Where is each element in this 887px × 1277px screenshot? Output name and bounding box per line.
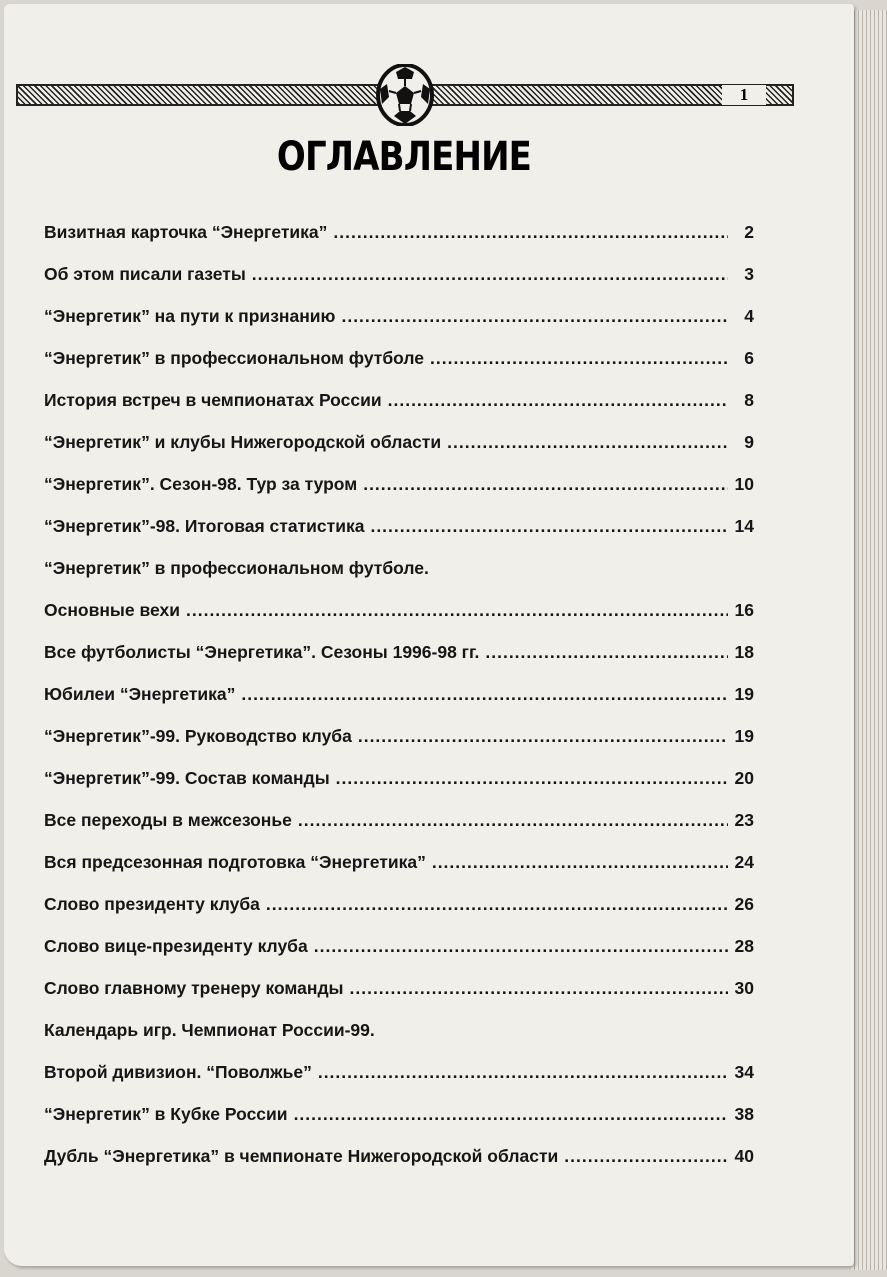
toc-entry-page: 4 bbox=[744, 306, 754, 326]
toc-entry bbox=[44, 1062, 754, 1104]
toc-entry bbox=[44, 558, 754, 600]
toc-entry-page: 16 bbox=[734, 600, 754, 620]
toc-entry-label: Об этом писали газеты bbox=[44, 264, 246, 284]
leader-dots bbox=[298, 810, 728, 831]
toc-entry bbox=[44, 894, 754, 936]
toc-entry bbox=[44, 516, 754, 558]
leader-dots bbox=[318, 1062, 728, 1083]
toc-entry-page: 14 bbox=[734, 516, 754, 536]
toc-entry bbox=[44, 810, 754, 852]
toc-entry-page: 18 bbox=[734, 642, 754, 662]
toc-entry-label: “Энергетик”. Сезон-98. Тур за туром bbox=[44, 474, 358, 494]
toc-entry-label: “Энергетик”-99. Состав команды bbox=[44, 768, 330, 788]
leader-dots bbox=[430, 348, 728, 369]
toc-entry-label: Слово президенту клуба bbox=[44, 894, 260, 914]
leader-dots bbox=[564, 1146, 728, 1167]
toc-entry bbox=[44, 936, 754, 978]
toc-entry bbox=[44, 852, 754, 894]
toc-entry-label: “Энергетик” в профессиональном футболе. bbox=[44, 558, 429, 578]
toc-entry-label: Юбилеи “Энергетика” bbox=[44, 684, 236, 704]
toc-entry-page: 6 bbox=[744, 348, 754, 368]
toc-entry-label: Дубль “Энергетика” в чемпионате Нижегородской области bbox=[44, 1146, 559, 1166]
toc-entry bbox=[44, 348, 754, 390]
toc-entry-page: 3 bbox=[744, 264, 754, 284]
toc-entry-page: 24 bbox=[734, 852, 754, 872]
leader-dots bbox=[241, 684, 728, 705]
toc-entry-page: 23 bbox=[734, 810, 754, 830]
leader-dots bbox=[388, 390, 728, 411]
leader-dots bbox=[266, 894, 728, 915]
toc-entry bbox=[44, 1020, 754, 1062]
toc-entry-label: Все футболисты “Энергетика”. Сезоны 1996-98 гг. bbox=[44, 642, 480, 662]
toc-entry bbox=[44, 1104, 754, 1146]
toc-entry bbox=[44, 642, 754, 684]
toc-entry-label: “Энергетик” и клубы Нижегородской области bbox=[44, 432, 442, 452]
toc-entry bbox=[44, 726, 754, 768]
toc-entry bbox=[44, 978, 754, 1020]
toc-entry-page: 19 bbox=[734, 684, 754, 704]
toc-entry-label: Календарь игр. Чемпионат России-99. bbox=[44, 1020, 375, 1040]
toc-entry-label: Второй дивизион. “Поволжье” bbox=[44, 1062, 312, 1082]
toc-entry-label: “Энергетик”-98. Итоговая статистика bbox=[44, 516, 365, 536]
toc-entry bbox=[44, 684, 754, 726]
toc-entry-label: История встреч в чемпионатах России bbox=[44, 390, 382, 410]
leader-dots bbox=[252, 264, 728, 285]
toc-entry-label: Все переходы в межсезонье bbox=[44, 810, 292, 830]
toc-entry-label: “Энергетик” в профессиональном футболе bbox=[44, 348, 425, 368]
leader-dots bbox=[350, 978, 729, 999]
toc-entry-page: 2 bbox=[744, 222, 754, 242]
toc-entry bbox=[44, 222, 754, 264]
leader-dots bbox=[186, 600, 728, 621]
toc-entry-label: Слово главному тренеру команды bbox=[44, 978, 344, 998]
leader-dots bbox=[363, 474, 728, 495]
toc-entry bbox=[44, 600, 754, 642]
toc-entry-page: 28 bbox=[734, 936, 754, 956]
toc-entry-label: Основные вехи bbox=[44, 600, 180, 620]
toc-entry-page: 9 bbox=[744, 432, 754, 452]
leader-dots bbox=[333, 222, 728, 243]
toc-entry-page: 38 bbox=[734, 1104, 754, 1124]
toc-entry bbox=[44, 432, 754, 474]
toc-entry-label: Слово вице-президенту клуба bbox=[44, 936, 308, 956]
toc-entry-label: “Энергетик”-99. Руководство клуба bbox=[44, 726, 352, 746]
toc-entry bbox=[44, 1146, 754, 1188]
toc-entry-page: 40 bbox=[734, 1146, 754, 1166]
leader-dots bbox=[336, 768, 728, 789]
toc-entry-page: 10 bbox=[734, 474, 754, 494]
toc-entry bbox=[44, 474, 754, 516]
page-number: 1 bbox=[722, 85, 766, 105]
toc-entry bbox=[44, 264, 754, 306]
leader-dots bbox=[485, 642, 728, 663]
page-title: ОГЛАВЛЕНИЕ bbox=[276, 134, 532, 180]
toc-entry-page: 20 bbox=[734, 768, 754, 788]
table-of-contents bbox=[44, 222, 754, 1188]
toc-entry bbox=[44, 306, 754, 348]
toc-entry-page: 34 bbox=[734, 1062, 754, 1082]
leader-dots bbox=[314, 936, 728, 957]
toc-entry-page: 26 bbox=[734, 894, 754, 914]
leader-dots bbox=[358, 726, 728, 747]
toc-entry-label: “Энергетик” на пути к признанию bbox=[44, 306, 336, 326]
toc-entry-page: 19 bbox=[734, 726, 754, 746]
leader-dots bbox=[447, 432, 728, 453]
soccer-ball-icon bbox=[374, 64, 436, 126]
document-page bbox=[4, 4, 854, 1266]
page-stack-edges bbox=[851, 10, 887, 1270]
toc-entry-label: Вся предсезонная подготовка “Энергетика” bbox=[44, 852, 426, 872]
toc-entry-label: “Энергетик” в Кубке России bbox=[44, 1104, 288, 1124]
leader-dots bbox=[370, 516, 728, 537]
toc-entry-page: 30 bbox=[734, 978, 754, 998]
toc-entry bbox=[44, 768, 754, 810]
leader-dots bbox=[294, 1104, 728, 1125]
leader-dots bbox=[432, 852, 728, 873]
leader-dots bbox=[341, 306, 728, 327]
toc-entry bbox=[44, 390, 754, 432]
toc-entry-label: Визитная карточка “Энергетика” bbox=[44, 222, 328, 242]
toc-entry-page: 8 bbox=[744, 390, 754, 410]
